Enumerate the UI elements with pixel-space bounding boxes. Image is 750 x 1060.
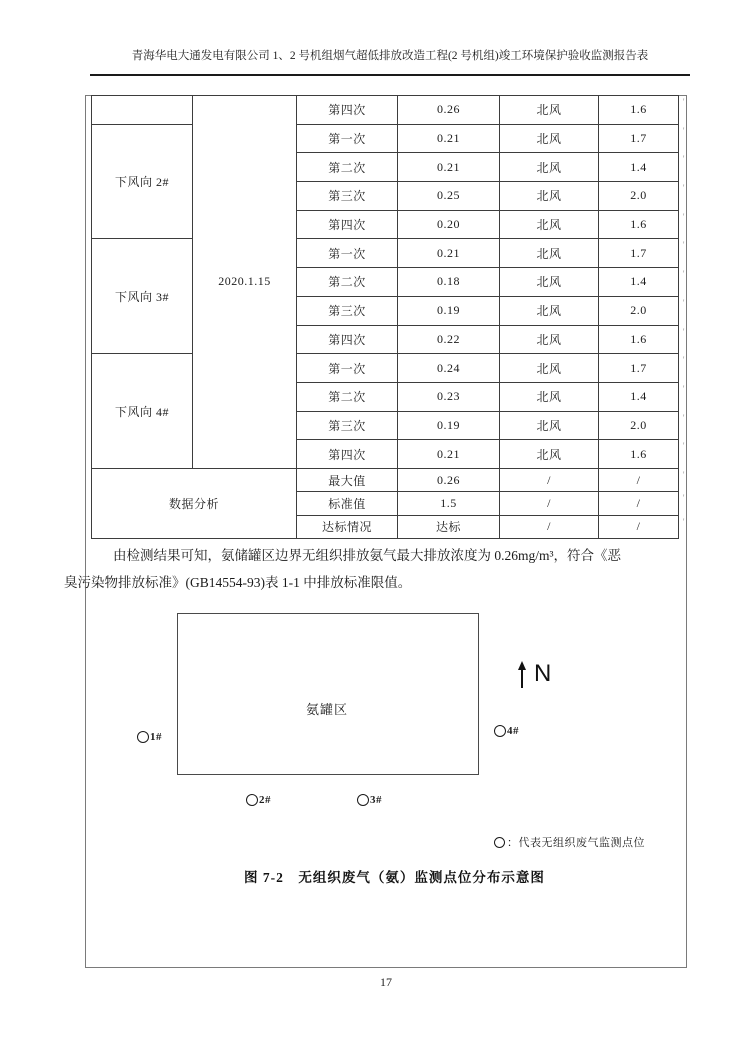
- location-cell: [92, 96, 193, 125]
- analysis-item-cell: 标准值: [297, 492, 398, 515]
- time-cell: 第二次: [297, 268, 398, 297]
- wind-direction-cell: 北风: [500, 411, 599, 440]
- value-cell: 0.23: [398, 382, 500, 411]
- value-cell: 0.22: [398, 325, 500, 354]
- wind-speed-cell: 1.6 ': [599, 325, 679, 354]
- monitoring-table: [91, 95, 679, 539]
- wind-direction-cell: 北风: [500, 182, 599, 211]
- monitoring-point-1: [137, 731, 162, 743]
- monitoring-point-circle-icon: [357, 794, 369, 806]
- legend-circle-icon: [494, 837, 505, 848]
- date-cell: 2020.1.15: [193, 96, 297, 469]
- result-paragraph-line2: 臭污染物排放标准》(GB14554-93)表 1-1 中排放标准限值。: [64, 575, 412, 590]
- monitoring-point-circle-icon: [137, 731, 149, 743]
- wind-speed-cell: 1.7 ': [599, 354, 679, 383]
- wind-speed-cell: 1.4 ': [599, 268, 679, 297]
- result-paragraph-line1: 由检测结果可知，氨储罐区边界无组织排放氨气最大排放浓度为 0.26mg/m³，符合《恶: [113, 548, 622, 563]
- north-indicator: [516, 661, 576, 691]
- page-number: 17: [380, 975, 392, 989]
- analysis-value-cell: 达标: [398, 515, 500, 538]
- wind-direction-cell: 北风: [500, 354, 599, 383]
- analysis-wind-cell: /: [500, 492, 599, 515]
- analysis-speed-cell: / ': [599, 515, 679, 538]
- wind-speed-cell: 2.0 ': [599, 296, 679, 325]
- table-row: [92, 354, 679, 383]
- value-cell: 0.20: [398, 210, 500, 239]
- north-label: N: [534, 660, 552, 687]
- value-cell: 0.21: [398, 440, 500, 469]
- monitoring-point-4: [494, 725, 519, 737]
- analysis-speed-cell: / ': [599, 492, 679, 515]
- wind-direction-cell: 北风: [500, 239, 599, 268]
- time-cell: 第四次: [297, 325, 398, 354]
- analysis-item-cell: 达标情况: [297, 515, 398, 538]
- wind-direction-cell: 北风: [500, 325, 599, 354]
- value-cell: 0.19: [398, 411, 500, 440]
- analysis-value-cell: 1.5: [398, 492, 500, 515]
- wind-direction-cell: 北风: [500, 210, 599, 239]
- diagram-legend: [494, 834, 645, 850]
- value-cell: 0.24: [398, 354, 500, 383]
- wind-speed-cell: 1.6 ': [599, 210, 679, 239]
- ammonia-tank-area-rect: [177, 613, 479, 775]
- wind-speed-cell: 1.6 ': [599, 96, 679, 125]
- result-paragraph: [64, 542, 704, 596]
- time-cell: 第四次: [297, 96, 398, 125]
- wind-direction-cell: 北风: [500, 96, 599, 125]
- time-cell: 第四次: [297, 210, 398, 239]
- figure-caption: 图 7-2 无组织废气（氨）监测点位分布示意图: [244, 870, 545, 885]
- value-cell: 0.21: [398, 239, 500, 268]
- location-cell: 下风向 3#: [92, 239, 193, 354]
- wind-speed-cell: 2.0 ': [599, 182, 679, 211]
- monitoring-point-label: 1#: [150, 731, 162, 743]
- monitoring-point-2: [246, 794, 271, 806]
- analysis-item-cell: 最大值: [297, 468, 398, 491]
- time-cell: 第四次: [297, 440, 398, 469]
- monitoring-point-circle-icon: [246, 794, 258, 806]
- wind-speed-cell: 1.4 ': [599, 153, 679, 182]
- wind-speed-cell: 1.7 ': [599, 124, 679, 153]
- monitoring-point-3: [357, 794, 382, 806]
- time-cell: 第二次: [297, 153, 398, 182]
- header-divider: [90, 74, 690, 76]
- value-cell: 0.21: [398, 124, 500, 153]
- time-cell: 第三次: [297, 296, 398, 325]
- analysis-label-cell: 数据分析: [92, 468, 297, 538]
- value-cell: 0.18: [398, 268, 500, 297]
- wind-direction-cell: 北风: [500, 296, 599, 325]
- analysis-speed-cell: / ': [599, 468, 679, 491]
- wind-direction-cell: 北风: [500, 382, 599, 411]
- north-arrow-shaft: [521, 669, 523, 688]
- wind-direction-cell: 北风: [500, 124, 599, 153]
- time-cell: 第三次: [297, 411, 398, 440]
- monitoring-point-circle-icon: [494, 725, 506, 737]
- location-cell: 下风向 4#: [92, 354, 193, 469]
- time-cell: 第一次: [297, 354, 398, 383]
- location-cell: 下风向 2#: [92, 124, 193, 239]
- table-row: [92, 239, 679, 268]
- wind-speed-cell: 2.0 ': [599, 411, 679, 440]
- analysis-wind-cell: /: [500, 515, 599, 538]
- monitoring-point-label: 3#: [370, 794, 382, 806]
- analysis-wind-cell: /: [500, 468, 599, 491]
- table-row: [92, 124, 679, 153]
- wind-speed-cell: 1.4 ': [599, 382, 679, 411]
- wind-direction-cell: 北风: [500, 440, 599, 469]
- wind-speed-cell: 1.6 ': [599, 440, 679, 469]
- document-header-title: 青海华电大通发电有限公司 1、2 号机组烟气超低排放改造工程(2 号机组)竣工环境保护验收监测报告表: [131, 50, 649, 62]
- time-cell: 第二次: [297, 382, 398, 411]
- value-cell: 0.26: [398, 96, 500, 125]
- value-cell: 0.19: [398, 296, 500, 325]
- table-row: [92, 468, 679, 491]
- ammonia-tank-area-label: 氨罐区: [305, 702, 348, 717]
- time-cell: 第三次: [297, 182, 398, 211]
- time-cell: 第一次: [297, 124, 398, 153]
- time-cell: 第一次: [297, 239, 398, 268]
- value-cell: 0.21: [398, 153, 500, 182]
- wind-speed-cell: 1.7 ': [599, 239, 679, 268]
- value-cell: 0.25: [398, 182, 500, 211]
- monitoring-point-label: 4#: [507, 725, 519, 737]
- wind-direction-cell: 北风: [500, 268, 599, 297]
- monitoring-point-label: 2#: [259, 794, 271, 806]
- legend-text: ：代表无组织废气监测点位: [507, 837, 645, 849]
- table-row: [92, 96, 679, 125]
- wind-direction-cell: 北风: [500, 153, 599, 182]
- analysis-value-cell: 0.26: [398, 468, 500, 491]
